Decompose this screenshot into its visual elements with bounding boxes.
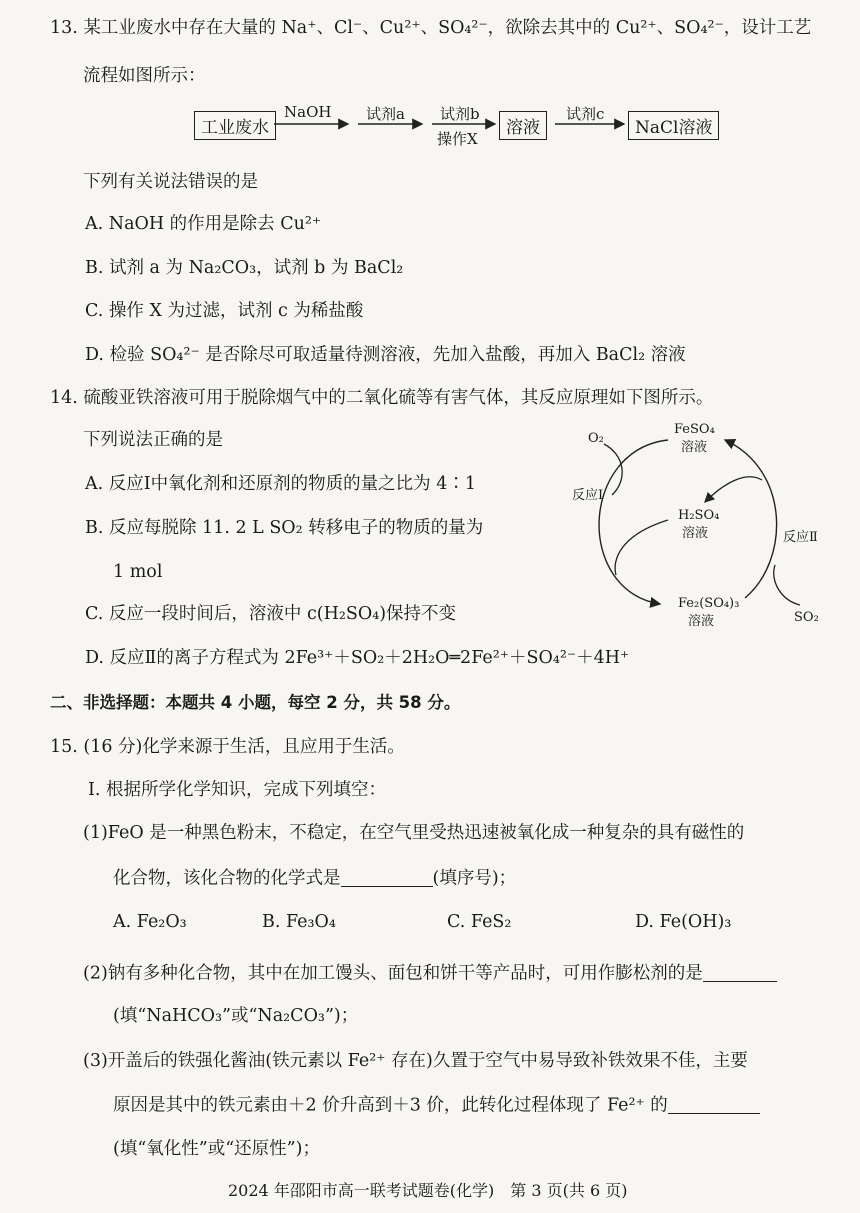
flow-label-reagent-a: 试剂a <box>366 105 405 123</box>
q13-question: 下列有关说法错误的是 <box>83 172 258 192</box>
page-footer: 2024 年邵阳市高一联考试题卷(化学) 第 3 页(共 6 页) <box>228 1181 628 1200</box>
q15-s1-option-d: D. Fe(OH)₃ <box>635 912 732 932</box>
q15-s1-line2-suffix: (填序号)； <box>432 868 517 889</box>
q15-s2-line1 <box>83 963 777 985</box>
flow-label-operation-x: 操作X <box>437 130 478 148</box>
q15-s3-line2 <box>113 1095 760 1117</box>
q15-s1-line2-text: 化合物，该化合物的化学式是 <box>113 868 341 889</box>
q15-s2-line2: (填“NaHCO₃”或“Na₂CO₃”)； <box>113 1006 359 1026</box>
flow-box-wastewater: 工业废水 <box>194 111 276 140</box>
q14-option-d: D. 反应Ⅱ的离子方程式为 2Fe³⁺＋SO₂＋2H₂O═2Fe²⁺＋SO₄²⁻＋4H⁺ <box>85 648 630 668</box>
q15-s1-line1: (1)FeO 是一种黑色粉末，不稳定，在空气里受热迅速被氧化成一种复杂的具有磁性的 <box>83 823 745 843</box>
q15-s3-line2-text: 原因是其中的铁元素由＋2 价升高到＋3 价，此转化过程体现了 Fe²⁺ 的 <box>113 1095 668 1116</box>
h2so4-solution-label: 溶液 <box>682 526 709 541</box>
q15-s3-answer-blank[interactable] <box>668 1095 760 1114</box>
q14-option-a: A. 反应Ⅰ中氧化剂和还原剂的物质的量之比为 4∶1 <box>85 474 477 494</box>
o2-label: O₂ <box>588 431 604 446</box>
h2so4-label: H₂SO₄ <box>678 508 720 523</box>
q14-stem-line1: 14. 硫酸亚铁溶液可用于脱除烟气中的二氧化硫等有害气体，其反应原理如下图所示。 <box>50 388 714 408</box>
fe2so43-label: Fe₂(SO₄)₃ <box>678 596 740 611</box>
q15-s2-answer-blank[interactable] <box>703 963 777 982</box>
q14-question: 下列说法正确的是 <box>83 430 223 450</box>
reaction2-h2so4-arc <box>705 477 762 502</box>
section2-heading: 二、非选择题：本题共 4 小题，每空 2 分，共 58 分。 <box>50 693 461 712</box>
q13-stem-line2: 流程如图所示： <box>83 66 206 86</box>
q13-option-a: A. NaOH 的作用是除去 Cu²⁺ <box>85 214 322 234</box>
cycle-arc-right <box>725 440 777 598</box>
q15-s1-answer-blank[interactable] <box>341 868 433 887</box>
feso4-label: FeSO₄ <box>674 422 715 437</box>
flow-box-nacl: NaCl溶液 <box>628 111 719 140</box>
cycle-arc-left <box>599 440 668 604</box>
q15-s1-line2 <box>113 868 516 890</box>
flow-box-solution: 溶液 <box>499 111 547 140</box>
q14-option-b-line1: B. 反应每脱除 11. 2 L SO₂ 转移电子的物质的量为 <box>85 518 484 538</box>
q13-option-b: B. 试剂 a 为 Na₂CO₃，试剂 b 为 BaCl₂ <box>85 258 404 278</box>
q13-option-d: D. 检验 SO₄²⁻ 是否除尽可取适量待测溶液，先加入盐酸，再加入 BaCl₂ 溶液 <box>85 345 686 365</box>
q15-s2-line1-text: (2)钠有多种化合物，其中在加工馒头、面包和饼干等产品时，可用作膨松剂的是 <box>83 963 703 984</box>
q14-option-c: C. 反应一段时间后，溶液中 c(H₂SO₄)保持不变 <box>85 604 457 624</box>
flow-label-naoh: NaOH <box>284 103 332 121</box>
h2so4-arc <box>615 520 668 575</box>
q15-stem: 15. (16 分)化学来源于生活，且应用于生活。 <box>50 737 405 757</box>
q15-part1: Ⅰ. 根据所学化学知识，完成下列填空： <box>88 780 387 800</box>
fe2so43-solution-label: 溶液 <box>688 614 715 629</box>
reaction1-label: 反应Ⅰ <box>572 488 604 503</box>
so2-arc <box>774 565 800 605</box>
q15-s1-option-b: B. Fe₃O₄ <box>262 912 336 932</box>
q15-s1-option-a: A. Fe₂O₃ <box>113 912 187 932</box>
reaction2-label: 反应Ⅱ <box>783 530 818 545</box>
q13-stem-line1: 13. 某工业废水中存在大量的 Na⁺、Cl⁻、Cu²⁺、SO₄²⁻，欲除去其中的 Cu²⁺、SO₄²⁻，设计工艺 <box>50 18 812 38</box>
so2-label: SO₂ <box>794 610 819 625</box>
q14-option-b-line2: 1 mol <box>113 562 163 582</box>
q15-s3-line1: (3)开盖后的铁强化酱油(铁元素以 Fe²⁺ 存在)久置于空气中易导致补铁效果不佳，主要 <box>83 1051 748 1071</box>
q15-s1-option-c: C. FeS₂ <box>447 912 512 932</box>
q13-option-c: C. 操作 X 为过滤，试剂 c 为稀盐酸 <box>85 301 364 321</box>
feso4-solution-label: 溶液 <box>681 440 708 455</box>
flow-label-reagent-b: 试剂b <box>440 105 480 123</box>
flow-label-reagent-c: 试剂c <box>566 105 605 123</box>
q15-s3-line3: (填“氧化性”或“还原性”)； <box>113 1139 320 1159</box>
